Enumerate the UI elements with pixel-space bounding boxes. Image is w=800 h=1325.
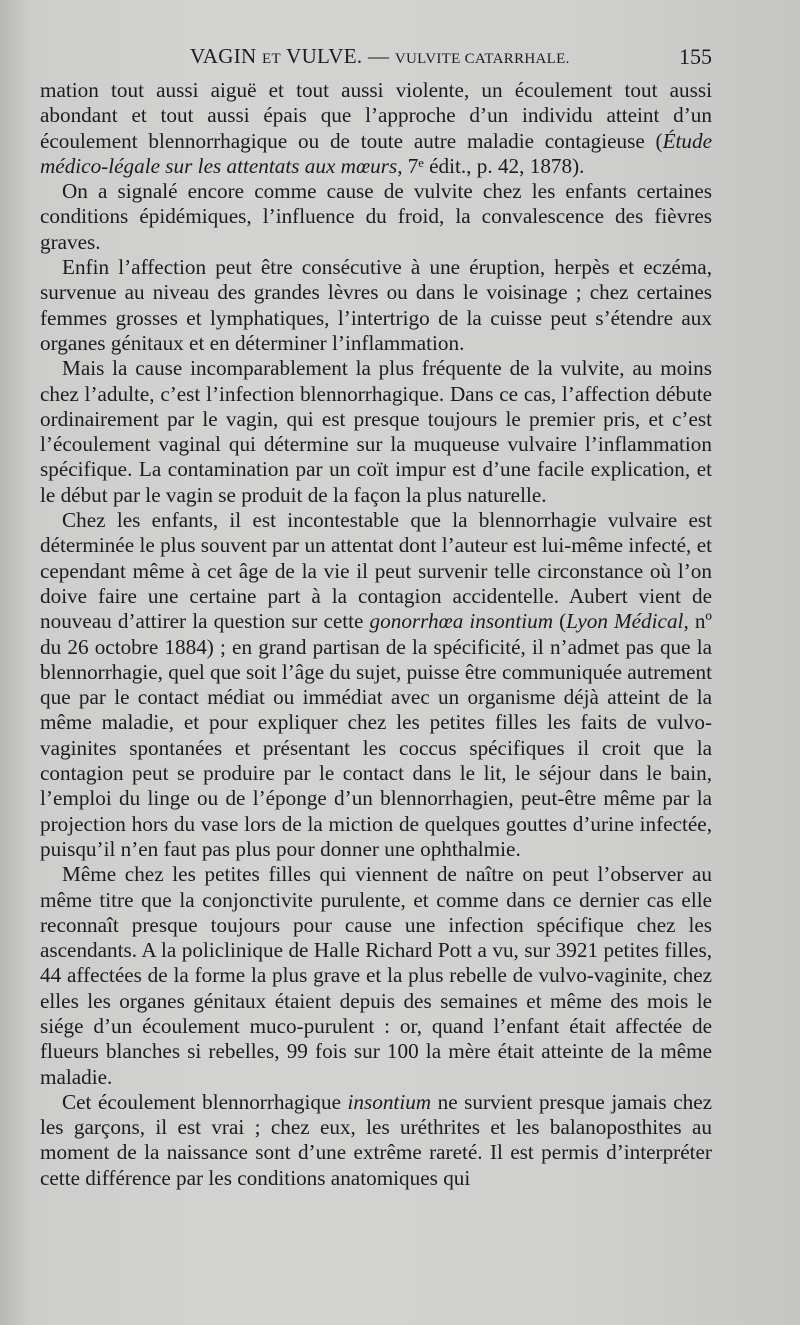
page-number: 155 [679,44,712,69]
text-run: Même chez les petites filles qui viennent de naître on peut l’observer au même titre que la conjonctivite purulente, et comme dans ce dernier cas elle reconnaît presque toujours pour cause une infection spécifique chez les ascendants. A la policlinique de Halle Richard Pott a vu, sur 3921 petites filles, 44 affectées de la forme la plus grave et la plus rebelle de vulvo-vaginite, chez elles les organes génitaux étaient depuis des semaines et même des mois le siége d’un écoulement muco-purulent : or, quand l’enfant était affectée de flueurs blanches si rebelles, 99 fois sur 100 la mère était atteinte de la même maladie. [40,862,712,1089]
paragraph-4 [40,356,712,508]
italic-text: Étude médico-légale sur les attentats aux mœurs [40,128,712,178]
text-run: ( [553,609,567,634]
title-dash: — [367,44,390,68]
text-run: On a signalé encore comme cause de vulvite chez les enfants certaines conditions épidémiques, l’influence du froid, la convalescence des fièvres graves. [40,179,712,254]
paragraph-1 [40,78,712,179]
italic-text: insontium [347,1089,432,1114]
text-run: Enfin l’affection peut être consécutive à une éruption, herpès et eczéma, survenue au niveau des grandes lèvres ou dans le voisinage ; chez certaines femmes grosses et lymphatiques, l’intertrigo de la cuisse peut s’étendre aux organes génitaux et en déterminer l’inflammation. [40,255,712,355]
running-header [40,44,712,78]
title-vulve: VULVE. [286,44,363,68]
italic-text: Lyon Médical [566,609,684,634]
running-title [190,44,570,69]
text-run: Chez les enfants, il est incontestable que la blennorrhagie vulvaire est déterminée le plus souvent par un attentat dont l’auteur est lui-même infecté, et cependant même à cet âge de la vie il peut survenir telle circonstance où l’on doive faire une certaine part à la contagion accidentelle. Aubert vient de nouveau d’attirer la question sur cette [40,508,712,634]
text-run: , nº du 26 octobre 1884) ; en grand partisan de la spécificité, il n’admet pas que la blennorrhagie, quel que soit l’âge du sujet, puisse être communiquée autrement que par le contact médiat ou immédiat avec un organisme déjà atteint de la même maladie, et pour expliquer chez les petites filles les faits de vulvo-vaginites spontanées et présentant les coccus spécifiques il croit que la contagion peut se produire par le contact dans le lit, le séjour dans le bain, l’emploi du linge ou de l’éponge d’un blennorrhagien, peut-être même par la projection hors du vase lors de la miction de quelques gouttes d’urine infectée, puisqu’il n’en faut pas plus pour donner une ophthalmie. [40,609,712,861]
body-text [40,78,712,1191]
paragraph-2 [40,179,712,255]
text-run: Cet écoulement blennorrhagique [62,1089,348,1114]
italic-text: gonorrhœa insontium [369,609,554,634]
paragraph-7 [40,1090,712,1191]
title-et: ET [262,51,281,67]
paragraph-5 [40,508,712,862]
text-run: mation tout aussi aiguë et tout aussi violente, un écoulement tout aussi abondant et tout aussi épais que l’approche d’un individu atteint d’un écoulement blennorrhagique ou de toute autre maladie contagieuse ( [40,78,712,153]
title-section: VULVITE CATARRHALE. [394,51,570,67]
paragraph-3 [40,255,712,356]
text-run: ne survient presque jamais chez les garçons, il est vrai ; chez eux, les uréthrites et les balanoposthites au moment de la naissance sont d’une extrême rareté. Il est permis d’interpréter cette différence par les conditions anatomiques qui [40,1089,713,1190]
text-run: Mais la cause incomparablement la plus fréquente de la vulvite, au moins chez l’adulte, c’est l’infection blennorrhagique. Dans ce cas, l’affection débute ordinairement par le vagin, qui est presque toujours le premier pris, et c’est l’écoulement vaginal qui détermine sur la muqueuse vulvaire l’inflammation spécifique. La contamination par un coït impur est d’une facile explication, et le début par le vagin se produit de la façon la plus naturelle. [40,356,712,507]
paragraph-6 [40,862,712,1090]
title-vagin: VAGIN [190,44,257,68]
text-run: , 7ᵉ édit., p. 42, 1878). [397,153,585,178]
